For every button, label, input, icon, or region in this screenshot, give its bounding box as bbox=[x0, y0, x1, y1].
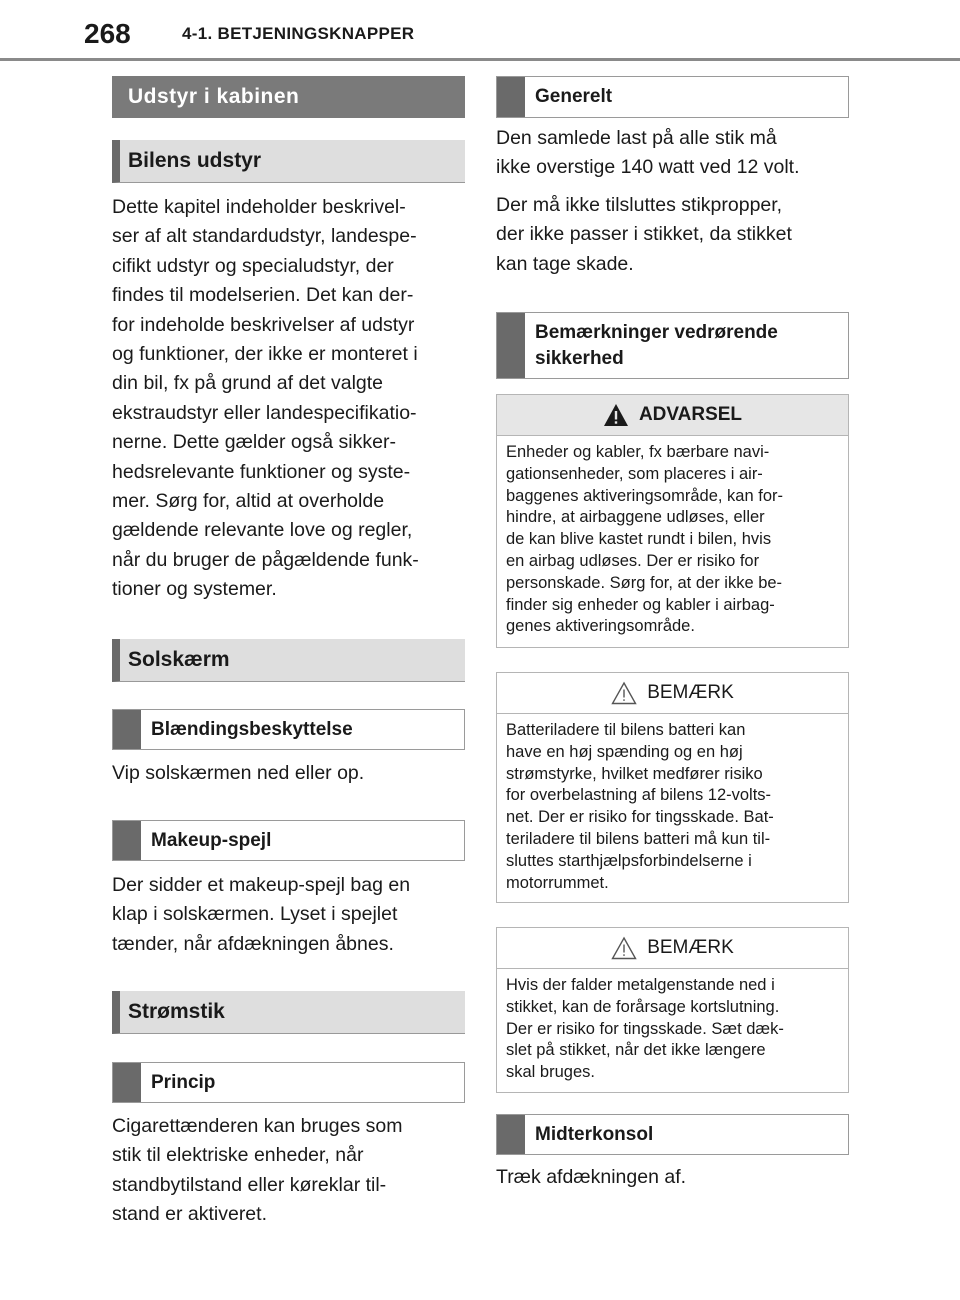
notice-box-1 bbox=[496, 672, 849, 903]
blaendings-text: Vip solskærmen ned eller op. bbox=[112, 762, 365, 784]
warning-box bbox=[496, 394, 849, 648]
notice-label-2: BEMÆRK bbox=[647, 937, 734, 958]
heading-makeup-spejl: Makeup-spejl bbox=[112, 820, 465, 861]
heading-blaendingsbeskyttelse: Blændingsbeskyttelse bbox=[112, 709, 465, 750]
page-header bbox=[0, 0, 960, 62]
caution-triangle-icon bbox=[611, 681, 637, 705]
caution-triangle-icon bbox=[611, 936, 637, 960]
notice-label-1: BEMÆRK bbox=[647, 682, 734, 703]
heading-bilens-udstyr: Bilens udstyr bbox=[112, 140, 465, 183]
heading-stromstik: Strømstik bbox=[112, 991, 465, 1034]
bilens-udstyr-text: Dette kapitel indeholder beskrivel- ser af alt standardudstyr, landespe- cifikt udstyr og specialudstyr, der findes til modelserien. Det kan der- for indeholde beskrivelser af udstyr og funktioner, der ikke er monteret i din bil, fx på grund af det valgte ekstraudstyr eller landespecifikatio- nerne. Dette gælder også sikker- hedsrelevante funktioner og syste- mer. Sørg for, altid at overholde gældende relevante love og regler, når du bruger de pågældende funk- tioner og systemer. bbox=[112, 196, 419, 601]
notice-header-1 bbox=[497, 673, 848, 714]
notice-text-2: Hvis der falder metalgenstande ned i stikket, kan de forårsage kortslutning. Der er risiko for tingsskade. Sæt dæk- slet på stikket, når det ikke længere skal bruges. bbox=[506, 976, 784, 1082]
generelt-text-2: Der må ikke tilsluttes stikpropper, der ikke passer i stikket, da stikket kan tage skade. bbox=[496, 194, 792, 275]
makeup-text: Der sidder et makeup-spejl bag en klap i solskærmen. Lyset i spejlet tænder, når afdækningen åbnes. bbox=[112, 874, 411, 955]
princip-text: Cigarettænderen kan bruges som stik til elektriske enheder, når standbytilstand eller køreklar til- stand er aktiveret. bbox=[112, 1115, 403, 1226]
warning-triangle-icon bbox=[603, 403, 629, 427]
heading-solskaerm: Solskærm bbox=[112, 639, 465, 682]
notice-text-1: Batteriladere til bilens batteri kan have en høj spænding og en høj strømstyrke, hvilket medfører risiko for overbelastning af bilens 12-volts- net. Der er risiko for tingsskade. Bat- teriladere til bilens batteri må kun til- sluttes starthjælpsforbindelserne i motorrummet. bbox=[506, 721, 774, 892]
heading-midterkonsol: Midterkonsol bbox=[496, 1114, 849, 1155]
heading-princip: Princip bbox=[112, 1062, 465, 1103]
heading-sikkerhed: Bemærkninger vedrørende sikkerhed bbox=[496, 312, 849, 379]
chapter-title: 4-1. BETJENINGSKNAPPER bbox=[182, 24, 415, 43]
warning-text: Enheder og kabler, fx bærbare navi- gationsenheder, som placeres i air- baggenes aktiveringsområde, kan for- hindre, at airbaggene udløses, eller de kan blive kastet rundt i bilen, hvis en airbag udløses. Der er risiko for personskade. Sørg for, at der ikke be- finder sig enheder og kabler i airbag- genes aktiveringsområde. bbox=[506, 443, 783, 636]
notice-header-2 bbox=[497, 928, 848, 969]
notice-box-2 bbox=[496, 927, 849, 1093]
section-banner: Udstyr i kabinen bbox=[112, 76, 465, 118]
page-number: 268 bbox=[84, 18, 131, 49]
header-rule bbox=[0, 58, 960, 61]
generelt-text-1: Den samlede last på alle stik må ikke overstige 140 watt ved 12 volt. bbox=[496, 127, 800, 179]
warning-label: ADVARSEL bbox=[638, 404, 743, 425]
heading-generelt: Generelt bbox=[496, 76, 849, 118]
warning-header bbox=[497, 395, 848, 436]
midterkonsol-text: Træk afdækningen af. bbox=[496, 1166, 687, 1188]
